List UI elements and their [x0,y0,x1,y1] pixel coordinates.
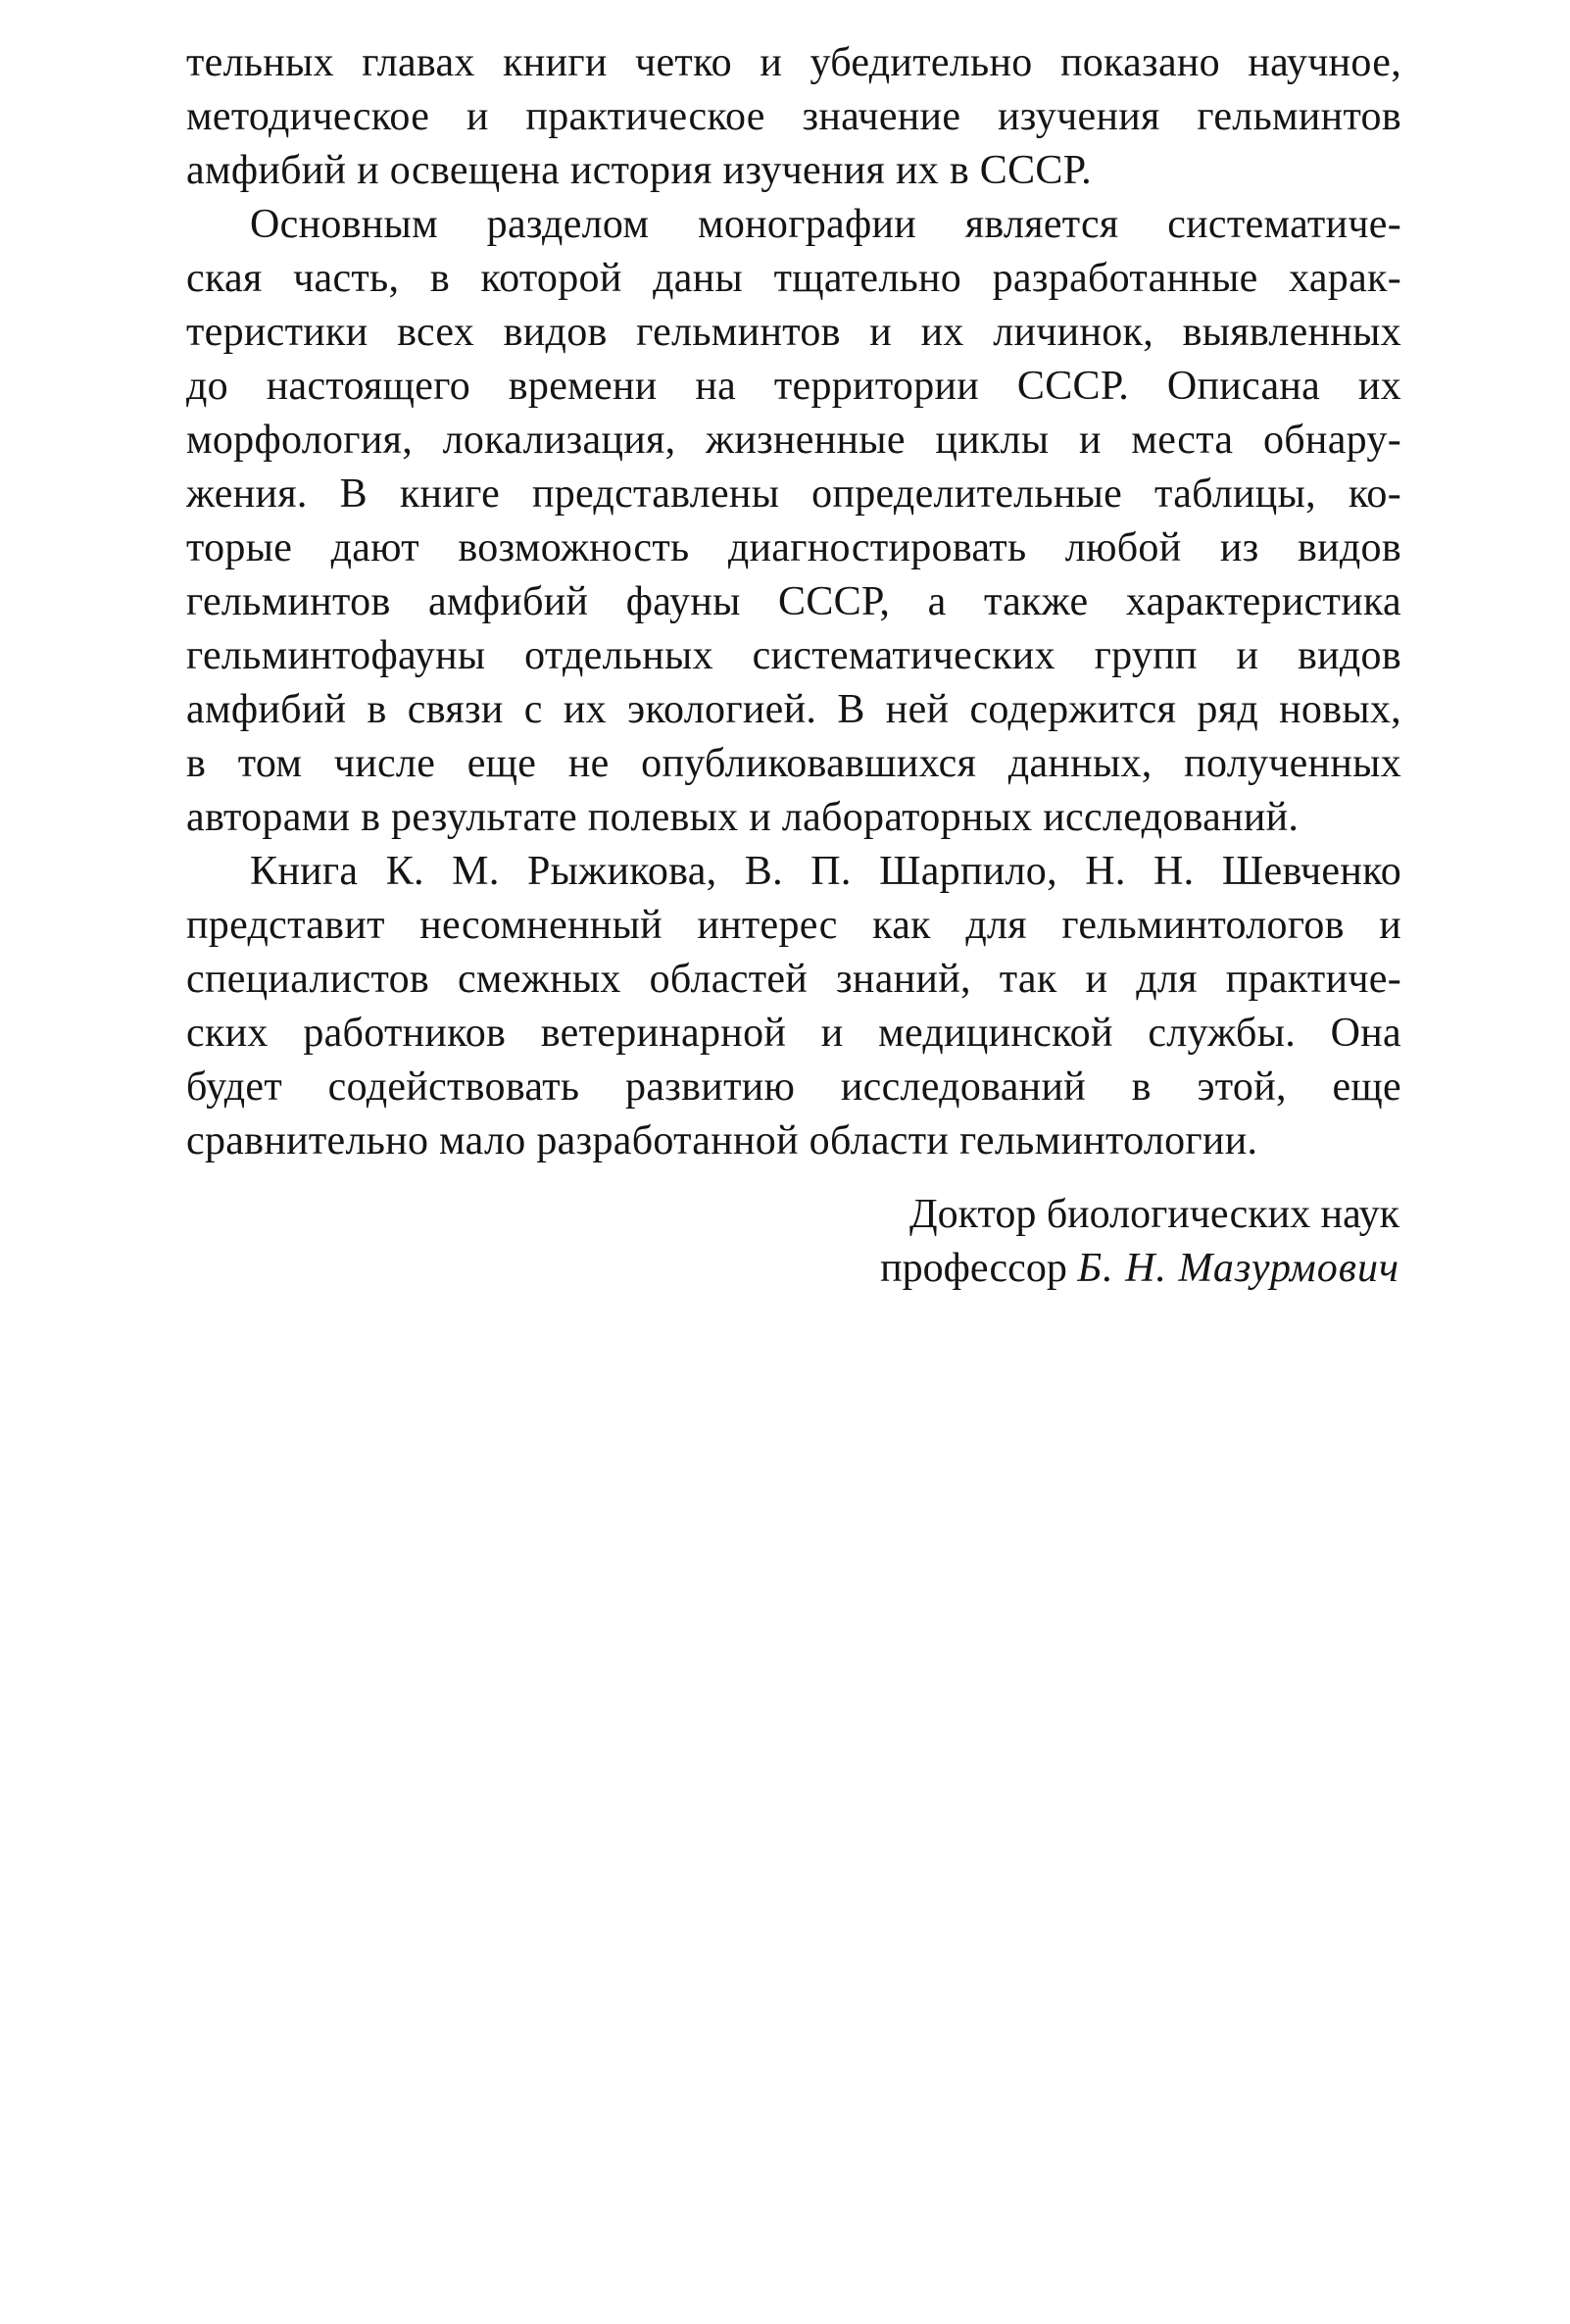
text-line: сравнительно мало разработанной области гельминтологии. [186,1118,1258,1163]
text-line: ских работников ветеринарной и медицинской службы. Она [186,1011,1401,1056]
text-line: представит несомненный интерес как для гельминтологов и [186,903,1401,948]
signature-title: Доктор биологических наук [909,1192,1399,1237]
text-line: амфибий и освещена история изучения их в СССР. [186,148,1092,193]
text-line: теристики всех видов гельминтов и их личинок, выявленных [186,310,1401,355]
text-line: жения. В книге представлены определительные таблицы, ко- [186,471,1401,517]
text-line: ская часть, в которой даны тщательно разработанные харак- [186,256,1401,301]
text-line: Основным разделом монографии является систематиче- [250,202,1401,247]
signature-author [880,1243,1399,1294]
text-line: амфибий в связи с их экологией. В ней содержится ряд новых, [186,687,1401,732]
text-line: до настоящего времени на территории СССР. Описана их [186,364,1401,409]
text-line: гельминтофауны отдельных систематических групп и видов [186,633,1401,678]
text-line: будет содействовать развитию исследований в этой, еще [186,1064,1401,1110]
text-line: тельных главах книги четко и убедительно показано научное, [186,40,1401,85]
text-line: торые дают возможность диагностировать любой из видов [186,525,1401,570]
text-line: методическое и практическое значение изучения гельминтов [186,94,1401,139]
text-line: морфология, локализация, жизненные циклы и места обнару- [186,418,1401,463]
text-line: гельминтов амфибий фауны СССР, а также характеристика [186,579,1401,624]
text-line: Книга К. М. Рыжикова, В. П. Шарпило, Н. Н. Шевченко [250,849,1401,894]
text-line: авторами в результате полевых и лабораторных исследований. [186,795,1300,840]
signature-name: Б. Н. Мазурмович [1077,1246,1399,1291]
text-line: специалистов смежных областей знаний, так и для практиче- [186,957,1401,1002]
text-line: в том числе еще не опубликовавшихся данных, полученных [186,741,1401,786]
signature-rank: профессор [880,1246,1067,1291]
